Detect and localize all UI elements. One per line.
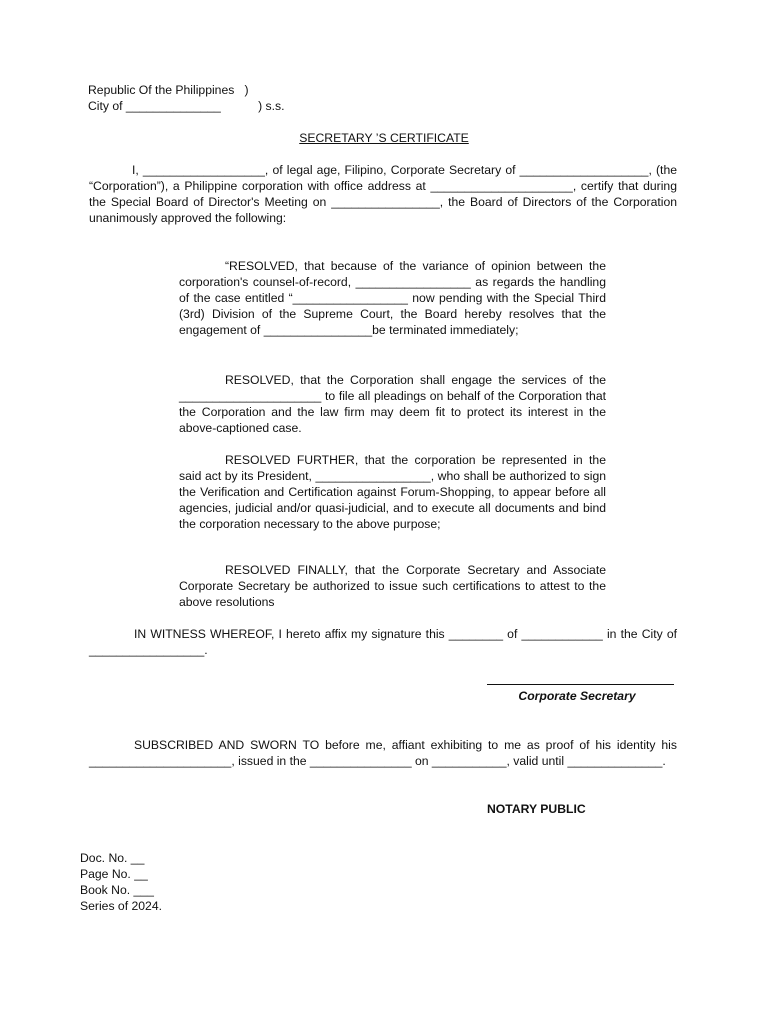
resolution-text: RESOLVED FURTHER, that the corporation be represented in the said act by its President, _________________, who shall be authorized to sign the Verification and Certification against Forum-Shopping, to appear before all agencies, judicial and/or quasi-judicial, and to execute all documents and bind the corporation necessary to the above purpose; [179,453,606,531]
resolution-text: “RESOLVED, that because of the variance of opinion between the corporation's counsel-of-record, _________________ as regards the handling of the case entitled “_________________ now pending with the Special Third (3rd) Division of the Supreme Court, the Board hereby resolves that the engagement of ________________be terminated immediately; [179,259,606,337]
resolution-text: RESOLVED, that the Corporation shall engage the services of the _____________________ to file all pleadings on behalf of the Corporation that the Corporation and the law firm may deem fit to protect its interest in the above-captioned case. [179,373,606,435]
book-no: Book No. ___ [80,883,154,897]
venue-city: City of ______________ ) s.s. [88,99,285,113]
document-title: SECRETARY ’S CERTIFICATE [299,131,469,145]
witness-paragraph [89,626,677,658]
page-no: Page No. __ [80,867,148,881]
intro-paragraph [89,162,677,226]
signature-title: Corporate Secretary [518,689,636,703]
venue-country: Republic Of the Philippines ) [88,83,249,97]
jurat-text: SUBSCRIBED AND SWORN TO before me, affiant exhibiting to me as proof of his identity his _____________________, issued in the _______________ on ___________, valid until ______________. [89,738,677,768]
resolution-1 [179,258,606,338]
notary-public-label: NOTARY PUBLIC [487,802,586,816]
signature-line [487,684,674,685]
jurat-paragraph [89,737,677,769]
resolution-2 [179,372,606,436]
resolution-3 [179,452,606,532]
series: Series of 2024. [80,899,162,913]
witness-text: IN WITNESS WHEREOF, I hereto affix my signature this ________ of ____________ in the City of _________________. [89,627,677,657]
venue-block [88,82,284,114]
resolution-4 [179,562,606,610]
resolution-text: RESOLVED FINALLY, that the Corporate Secretary and Associate Corporate Secretary be authorized to issue such certifications to attest to the above resolutions [179,563,606,609]
doc-info-block [80,850,162,914]
intro-text: I, __________________, of legal age, Filipino, Corporate Secretary of ___________________, (the “Corporation”), a Philippine corporation with office address at _____________________, certify that during the Special Board of Director's Meeting on ________________, the Board of Directors of the Corporation unanimously approved the following: [89,163,677,225]
doc-no: Doc. No. __ [80,851,145,865]
